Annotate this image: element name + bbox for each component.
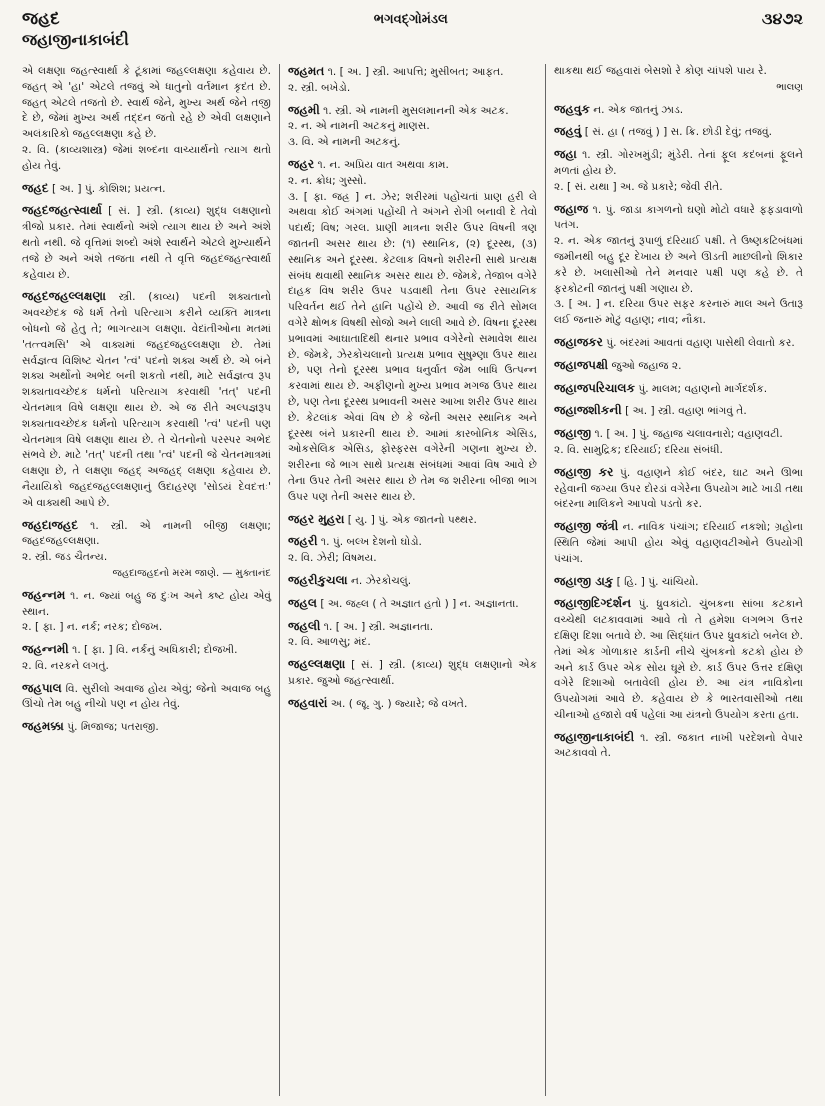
entry-definition: જુઓ જહાજ ૨. bbox=[611, 359, 682, 372]
entry-sense bbox=[554, 64, 803, 80]
entry-definition: ૧. ન. અપ્રિય વાત અથવા કામ. bbox=[317, 158, 449, 171]
entry-definition: [ સં. ] સ્ત્રી. (કાવ્ય) શુદ્ધ લક્ષણાનો ત્રીજો પ્રકાર. તેમાં સ્વાર્થનો અંશે ત્યાગ થાય છે અને અંશે થતો નથી. જે વૃત્તિમાં શબ્દો અંશે સ્વાર્થને એટલે મુખ્યાર્થને તજે છે અને અંશે તજતા નથી તે વૃત્તિ જહદજહત્સ્વાર્થા કહેવાય છે. bbox=[22, 205, 272, 281]
entry-sense bbox=[22, 518, 271, 551]
entry-definition: થાકથા થઈ જહવારાં બેસશો રે કોણ ચાંપશે પાય રે. bbox=[554, 65, 767, 77]
entry-definition: ૧. [ ફા. ] વિ. નર્કનું અધિકારી; દોજખી. bbox=[72, 644, 238, 657]
entry-definition: ૨. [ ફા. ] ન. નર્ક; નરક; દોજખ. bbox=[22, 621, 163, 634]
dictionary-entry bbox=[288, 157, 537, 506]
dictionary-entry bbox=[22, 64, 271, 175]
entry-definition: ન. એક જાતનું ઝાડ. bbox=[593, 103, 684, 116]
entry-headword: જહદાજહદ bbox=[22, 517, 79, 532]
dictionary-entry bbox=[554, 124, 803, 141]
dictionary-columns bbox=[22, 64, 811, 1096]
entry-sense bbox=[554, 596, 803, 723]
entry-definition: ૩. વિ. એ નામની અટકનું. bbox=[288, 136, 401, 149]
entry-quote: જહદાજહદનો મરમ જાણે. — મુક્તાનંદ bbox=[112, 567, 271, 579]
entry-sense bbox=[554, 147, 803, 180]
entry-definition: એ લક્ષણા જહત્સ્વાર્થા કે ટૂંકામાં જહલ્લક્ષણા કહેવાય છે. જહત્ એ 'હા' એટલે તજવું એ ધાતુનો વર્તમાન કૃદંત છે. જહત્ એટલે તજતો છે. સ્વાર્થ જેને, મુખ્ય અર્થ જેને તજી દે છે, જેમાં મુખ્ય અર્થ તદ્દન જતો રહે છે એવી લક્ષણાને અલંકારિકો જહલ્લક્ષણા કહે છે. bbox=[22, 65, 271, 141]
entry-definition: વિ. સુરીલો અવાજ હોય એવું; જેનો અવાજ બહુ ઊંચો તેમ બહુ નીચો પણ ન હોય તેવું. bbox=[22, 682, 271, 711]
column-2 bbox=[279, 64, 545, 1096]
entry-sense bbox=[554, 202, 803, 235]
entry-sense bbox=[554, 465, 803, 513]
entry-definition: ૨. વિ. સામુદ્રિક; દરિયાઈ; દરિયા સંબંધી. bbox=[554, 443, 723, 456]
header-title: ભગવદ્ગોમંડલ bbox=[373, 11, 448, 27]
column-1 bbox=[22, 64, 279, 1096]
entry-headword: જહાજી જંત્રી bbox=[554, 519, 619, 534]
entry-definition: પું. ધ્રુવકાંટો. ચુંબકના સાંબા કટકાને વચ્ચેથી લટકાવવામાં આવે તો તે હમેશા લગભગ ઉત્તર દક્ષિણ દિશા બતાવે છે. આ સિદ્ધાંત ઉપર ધ્રુવકાંટો બનેલ છે. તેમાં એક ગોળાકાર કાર્ડની નીચે ચુંબકનો કટકો હોય છે અને કાર્ડ ઉપર એક સોય ઘૂમે છે. કાર્ડ ઉપર ઉત્તર દક્ષિણ વગેરે દિશાઓ બતાવેલી હોય છે. આ યંત્ર નાવિકોના ઉપયોગમાં આવે છે. કહેવાય છે કે ભારતવાસીઓ તથા ચીનાઓ હજારો વર્ષ પહેલાં આ યંત્રનો ઉપયોગ કરતા હતા. bbox=[554, 598, 803, 721]
dictionary-entry bbox=[554, 102, 803, 119]
dictionary-entry bbox=[554, 335, 803, 352]
entry-definition: ૧. સ્ત્રી. ગોરખમુંડી; મુંડેરી. તેનાં ફૂલ કદંબનાં ફૂલને મળતાં હોય છે. bbox=[554, 149, 803, 177]
entry-headword: જહમક્કા bbox=[22, 719, 64, 734]
entry-headword: જહદ bbox=[22, 180, 49, 195]
entry-sense bbox=[554, 443, 803, 459]
entry-definition: ૧. સ્ત્રી. જકાત નાખી પરદેશનો વેપાર અટકાવવો તે. bbox=[554, 731, 803, 760]
dictionary-entry bbox=[22, 203, 271, 283]
dictionary-entry bbox=[554, 381, 803, 398]
entry-headword: જહરીકુચલા bbox=[288, 572, 348, 587]
entry-definition: ૧. ન. જ્યાં બહુ જ દુઃખ અને કષ્ટ હોય એવું સ્થાન. bbox=[22, 589, 271, 618]
entry-definition: ૧. સ્ત્રી. એ નામની બીજી લક્ષણા; જહદજહલ્લક્ષણા. bbox=[22, 519, 272, 548]
entry-headword: જહમત bbox=[288, 64, 325, 78]
dictionary-entry bbox=[22, 642, 271, 675]
entry-sense bbox=[288, 119, 537, 135]
dictionary-entry bbox=[288, 573, 537, 590]
entry-sense bbox=[288, 696, 537, 713]
entry-definition: ૨. સ્ત્રી. જડ ચૈતન્ય. bbox=[22, 551, 108, 564]
entry-headword: જહાજીદિગ્દર્શન bbox=[554, 596, 632, 611]
entry-sense bbox=[554, 519, 803, 567]
entry-definition: અ. ( જૂ. ગુ. ) જ્યારે; જે વખતે. bbox=[330, 697, 468, 710]
entry-sense bbox=[288, 619, 537, 636]
entry-sense bbox=[288, 157, 537, 174]
entry-definition: ૧. પું. બલ્ખ દેશનો ઘોડો. bbox=[320, 536, 422, 549]
entry-definition: પું. મિજાજ; પતરાજી. bbox=[67, 721, 159, 734]
entry-headword: જહાજશીકની bbox=[554, 403, 622, 418]
entry-headword: જહર મુહરા bbox=[288, 511, 345, 526]
entry-definition: ૨. ન. એ નામની અટકનું માણસ. bbox=[288, 120, 430, 133]
entry-headword: જહાજી કર bbox=[554, 464, 614, 479]
dictionary-entry bbox=[288, 64, 537, 97]
entry-headword: જહાજકર bbox=[554, 334, 603, 349]
entry-headword: જહન્નમી bbox=[22, 642, 69, 657]
entry-quote: ભાલણ bbox=[776, 81, 803, 93]
entry-definition: ૨. ન. ક્રોધ; ગુસ્સો. bbox=[288, 174, 367, 187]
dictionary-entry bbox=[554, 403, 803, 420]
entry-headword: જહલ્લક્ષણા bbox=[288, 657, 346, 672]
entry-sense bbox=[554, 381, 803, 398]
entry-sense bbox=[554, 730, 803, 763]
entry-headword: જહન્નમ bbox=[22, 587, 66, 602]
dictionary-entry bbox=[554, 596, 803, 723]
entry-headword: જહાજપક્ષી bbox=[554, 357, 609, 372]
dictionary-entry bbox=[554, 519, 803, 567]
entry-sense bbox=[22, 181, 271, 198]
entry-sense bbox=[554, 297, 803, 329]
entry-sense bbox=[288, 174, 537, 190]
entry-sense bbox=[288, 534, 537, 551]
entry-sense bbox=[288, 551, 537, 567]
header-guide-word: જહદ bbox=[22, 9, 60, 29]
dictionary-entry bbox=[554, 730, 803, 763]
entry-sense bbox=[22, 550, 271, 566]
dictionary-entry bbox=[554, 574, 803, 591]
entry-sense bbox=[22, 620, 271, 636]
entry-definition: [ હિ. ] પું. ચાંચિયો. bbox=[616, 575, 699, 588]
entry-definition: ૨. ન. એક જાતનું રૂપાળું દરિયાઈ પક્ષી. તે ઉષ્ણકટિબંધમાં જમીનથી બહુ દૂર દેખાય છે અને ઊડતી માછલીનો શિકાર કરે છે. ખલાસીઓ તેને મનવાર પક્ષી પણ કહે છે. તે ફરકોટની જાતનું પક્ષી ગણાય છે. bbox=[554, 235, 803, 295]
dictionary-entry bbox=[288, 512, 537, 529]
dictionary-entry bbox=[22, 181, 271, 198]
entry-definition: પું. માલમ; વહાણનો માર્ગદર્શક. bbox=[638, 382, 768, 395]
entry-sense bbox=[288, 573, 537, 590]
dictionary-entry bbox=[554, 202, 803, 329]
dictionary-entry bbox=[288, 103, 537, 151]
entry-definition: ન. નાવિક પંચાંગ; દરિયાઈ નકશો; ગ્રહોના સ્થિતિ જેમાં આપી હોય એવું વહાણવટીઓને ઉપયોગી પંચાંગ. bbox=[554, 521, 803, 565]
entry-headword: જહવું bbox=[554, 124, 582, 139]
entry-headword: જહા bbox=[554, 147, 577, 162]
entry-sense bbox=[22, 588, 271, 621]
dictionary-entry bbox=[554, 147, 803, 195]
entry-headword: જહદજહલ્લક્ષણા bbox=[22, 289, 106, 304]
entry-sense bbox=[554, 426, 803, 443]
column-3 bbox=[545, 64, 811, 1096]
entry-headword: જહાજી ડાકુ bbox=[554, 573, 614, 588]
entry-definition: [ અ. જહ્લ ( તે અજ્ઞાત હતો ) ] ન. અજ્ઞાનતા. bbox=[320, 597, 519, 610]
entry-sense bbox=[22, 289, 271, 511]
entry-definition: ૨. વિ. નરકને લગતું. bbox=[22, 659, 109, 672]
entry-sense bbox=[554, 102, 803, 119]
entry-sense bbox=[22, 642, 271, 659]
entry-sense bbox=[22, 681, 271, 714]
entry-headword: જહમી bbox=[288, 102, 320, 117]
entry-definition: ૨. વિ. આળસુ; મંદ. bbox=[288, 636, 371, 649]
dictionary-entry bbox=[288, 696, 537, 713]
dictionary-entry bbox=[22, 289, 271, 511]
dictionary-entry bbox=[554, 358, 803, 375]
entry-headword: જહર bbox=[288, 156, 315, 171]
dictionary-entry bbox=[22, 681, 271, 714]
entry-headword: જહાજી bbox=[554, 426, 592, 441]
entry-sense bbox=[288, 635, 537, 651]
entry-sense bbox=[288, 103, 537, 120]
entry-sense bbox=[554, 234, 803, 297]
page-number: ૩૪૭૨ bbox=[761, 9, 803, 28]
header-last-word: જહાજીનાકાબંદી bbox=[22, 30, 129, 49]
entry-headword: જહાજ bbox=[554, 201, 589, 216]
entry-definition: [ સં. ] સ્ત્રી. (કાવ્ય) શુદ્ધ લક્ષણાનો એક પ્રકાર. જુઓ જહત્સ્વાર્થા. bbox=[288, 659, 537, 687]
entry-definition: ૨. [ સં. યથા ] અ. જે પ્રકારે; જેવી રીતે. bbox=[554, 180, 723, 193]
entry-definition: ૩. [ ફા. જહ્ર ] ન. ઝેર; શરીરમાં પહોંચતાં પ્રાણ હરી લે અથવા કોઈ અંગમાં પહોંચી તે અંગને રોગી બનાવી દે તેવો પદાર્થ; વિષ; ગરલ. પ્રાણી માત્રના શરીર ઉપર વિષની ત્રણ જાતની અસર થાય છે: (૧) સ્થાનિક, (૨) દૂરસ્થ, (૩) સ્થાનિક અને દૂરસ્થ. કેટલાક વિષનો શરીરની સાથે પ્રત્યક્ષ સંબંધ થવાથી સ્થાનિક અસર થાય છે. જેમકે, તેજાબ વગેરે દાહક વિષ શરીર ઉપર પડવાથી તેના ઉપર રસાયનિક પરિવર્તન થઈ તેને હાનિ પહોંચે છે. આવી જ રીતે સોમલ વગેરે ક્ષોભક વિષથી સોજો અને લાલી આવે છે. વિષના દૂરસ્થ પ્રભાવમાં આઘાતાદિથી થનાર પ્રભાવ વગેરેનો સમાવેશ થાય છે. જેમકે, ઝેરકોચલાનો પ્રત્યક્ષ પ્રભાવ સુષુમ્ણા ઉપર થાય છે, પણ તેનો દૂરસ્થ પ્રભાવ ધનુર્વાત જેમ બાધિ ઉત્પન્ન કરવામાં થાય છે. અફીણનો મુખ્ય પ્રભાવ મગજ ઉપર થાય છે, પણ તેના દૂરસ્થ પ્રભાવની અસર આખા શરીર ઉપર થાય છે. કેટલાંક એવાં વિષ છે કે જેની અસર સ્થાનિક અને દૂરસ્થ બંને પ્રકારની થાય છે. આમાં કારબોનિક એસિડ, ઓકસેલિક એસિડ, ફોસ્ફરસ વગેરેની ગણના મુખ્ય છે. શરીરના જે ભાગ સાથે પ્રત્યક્ષ સંબંધમાં આવાં વિષ આવે છે તેના ઉપર તેની અસર થાય છે તેમ જ શરીરના બીજા ભાગ ઉપર પણ તેની અસર થાય છે. bbox=[288, 190, 537, 503]
entry-sense bbox=[288, 81, 537, 97]
entry-definition: ૩. [ અ. ] ન. દરિયા ઉપર સફર કરનારું માલ અને ઉતારૂ લઈ જનારું મોટું વહાણ; નાવ; નૌકા. bbox=[554, 298, 803, 327]
entry-definition: [ અ. ] સ્ત્રી. વહાણ ભાંગવું તે. bbox=[625, 405, 747, 418]
dictionary-entry bbox=[288, 619, 537, 652]
entry-sense bbox=[22, 659, 271, 675]
entry-sense bbox=[554, 574, 803, 591]
entry-sense bbox=[22, 719, 271, 736]
dictionary-entry bbox=[554, 64, 803, 96]
entry-headword: જહાજપરિચાલક bbox=[554, 380, 635, 395]
dictionary-entry bbox=[22, 719, 271, 736]
entry-definition: ૧. [ અ. ] પું. જહાજ ચલાવનારો; વહાણવટી. bbox=[594, 428, 783, 441]
entry-sense bbox=[288, 596, 537, 613]
entry-definition: ૧. પું. જાડા કાગળનો ઘણો મોટો વધારે ફફડાવાળો પતંગ. bbox=[554, 203, 803, 232]
entry-definition: [ યુ. ] પું. એક જાતનો પથ્થર. bbox=[347, 513, 477, 526]
entry-definition: ન. ઝેરકોચલું. bbox=[350, 574, 412, 587]
entry-definition: ૧. સ્ત્રી. એ નામની મુસલમાનની એક અટક. bbox=[323, 104, 509, 117]
entry-definition: ૧. [ અ. ] સ્ત્રી. અજ્ઞાનતા. bbox=[323, 620, 434, 633]
page-header bbox=[22, 6, 803, 32]
entry-sense bbox=[288, 135, 537, 151]
entry-headword: જહવારાં bbox=[288, 695, 328, 710]
entry-sense bbox=[288, 512, 537, 529]
entry-definition: ૨. સ્ત્રી. બખેડો. bbox=[288, 81, 351, 94]
entry-definition: ૨. વિ. ઝેરી; વિષમય. bbox=[288, 552, 377, 565]
entry-headword: જહાજીનાકાબંદી bbox=[554, 729, 635, 744]
entry-headword: જહરી bbox=[288, 534, 318, 549]
entry-definition: ૨. વિ. (કાવ્યશાસ્ત્ર) જેમાં શબ્દના વાચ્યાર્થનો ત્યાગ થતો હોય તેવું. bbox=[22, 143, 271, 172]
dictionary-entry bbox=[288, 657, 537, 690]
entry-definition: [ સં. હા ( તજવું ) ] સ. ક્રિ. છોડી દેવું; તજવું. bbox=[584, 126, 773, 139]
dictionary-entry bbox=[288, 596, 537, 613]
entry-sense bbox=[288, 190, 537, 506]
entry-headword: જહદજહત્સ્વાર્થા bbox=[22, 203, 102, 218]
entry-definition: ૧. [ અ. ] સ્ત્રી. આપત્તિ; મુસીબત; આફત. bbox=[327, 66, 504, 78]
entry-definition: [ અ. ] પું. કોશિશ; પ્રયત્ન. bbox=[51, 182, 166, 195]
entry-sense bbox=[288, 657, 537, 690]
entry-sense bbox=[288, 64, 537, 81]
dictionary-entry bbox=[554, 426, 803, 459]
dictionary-entry bbox=[22, 518, 271, 582]
entry-headword: જહલી bbox=[288, 618, 321, 633]
dictionary-entry bbox=[22, 588, 271, 636]
entry-sense bbox=[554, 403, 803, 420]
entry-definition: પું. બંદરમાં આવતાં વહાણ પાસેથી લેવાતો કર. bbox=[606, 336, 795, 349]
entry-sense bbox=[22, 64, 271, 143]
entry-definition: પું. વહાણને કોઈ બંદર, ઘાટ અને ઊભા રહેવાની જગ્યા ઉપર દોરડાં વગેરેના ઉપયોગ માટે ખાડી તથા બંદરના માલિકને આપવો પડતો કર. bbox=[554, 466, 803, 511]
entry-headword: જહલ bbox=[288, 595, 317, 610]
dictionary-entry bbox=[288, 534, 537, 567]
entry-headword: જહવુક bbox=[554, 101, 590, 116]
entry-sense bbox=[554, 335, 803, 352]
entry-sense bbox=[554, 358, 803, 375]
entry-definition: સ્ત્રી. (કાવ્ય) પદની શક્યતાનો અવચ્છેદક જે ધર્મ તેનો પરિત્યાગ કરીને વ્યક્તિ માત્રના બોધનો જે હેતુ તે; ભાગત્યાગ લક્ષણા. વેદાંતીઓના મતમાં 'તત્ત્વમસિ' એ વાક્યમાં જહદજહલ્લક્ષણા છે. તેમાં સર્વજ્ઞત્વ વિશિષ્ટ ચેતન 'ત્વં' પદનો શક્ય અર્થ છે. એ બંને શક્ય અર્થોનો અભેદ બની શકતો નથી, માટે સર્વજ્ઞત્વ રૂપ શક્યતાવચ્છેદક ધર્મનો પરિત્યાગ કરવાથી 'તત્' પદની ચેતનમાત્ર વિષે લક્ષણા થાય છે. એ જ રીતે અલ્પજ્ઞરૂપ શક્યતાવચ્છેદક ધર્મનો પરિત્યાગ કરવાથી 'ત્વં' પદની પણ ચેતનમાત્ર વિષે લક્ષણા થાય છે. તે ચેતનોનો પરસ્પર અભેદ સંભવે છે. માટે 'તત્' પદની તથા 'ત્વં' પદની જે ચેતનમાત્રમાં લક્ષણા છે, તે લક્ષણા જહદ્ અજહદ્ લક્ષણા કહેવાય છે. નૈયાયિકો જહદજહલ્લક્ષણાનું ઉદાહરણ 'સોઽયં દેવદત્તઃ' એ વાક્યથી આપે છે. bbox=[22, 291, 271, 509]
entry-sense bbox=[22, 143, 271, 175]
entry-sense bbox=[554, 124, 803, 141]
entry-sense bbox=[554, 180, 803, 196]
dictionary-entry bbox=[554, 465, 803, 513]
entry-sense bbox=[22, 203, 271, 283]
entry-headword: જહપાલ bbox=[22, 680, 62, 695]
